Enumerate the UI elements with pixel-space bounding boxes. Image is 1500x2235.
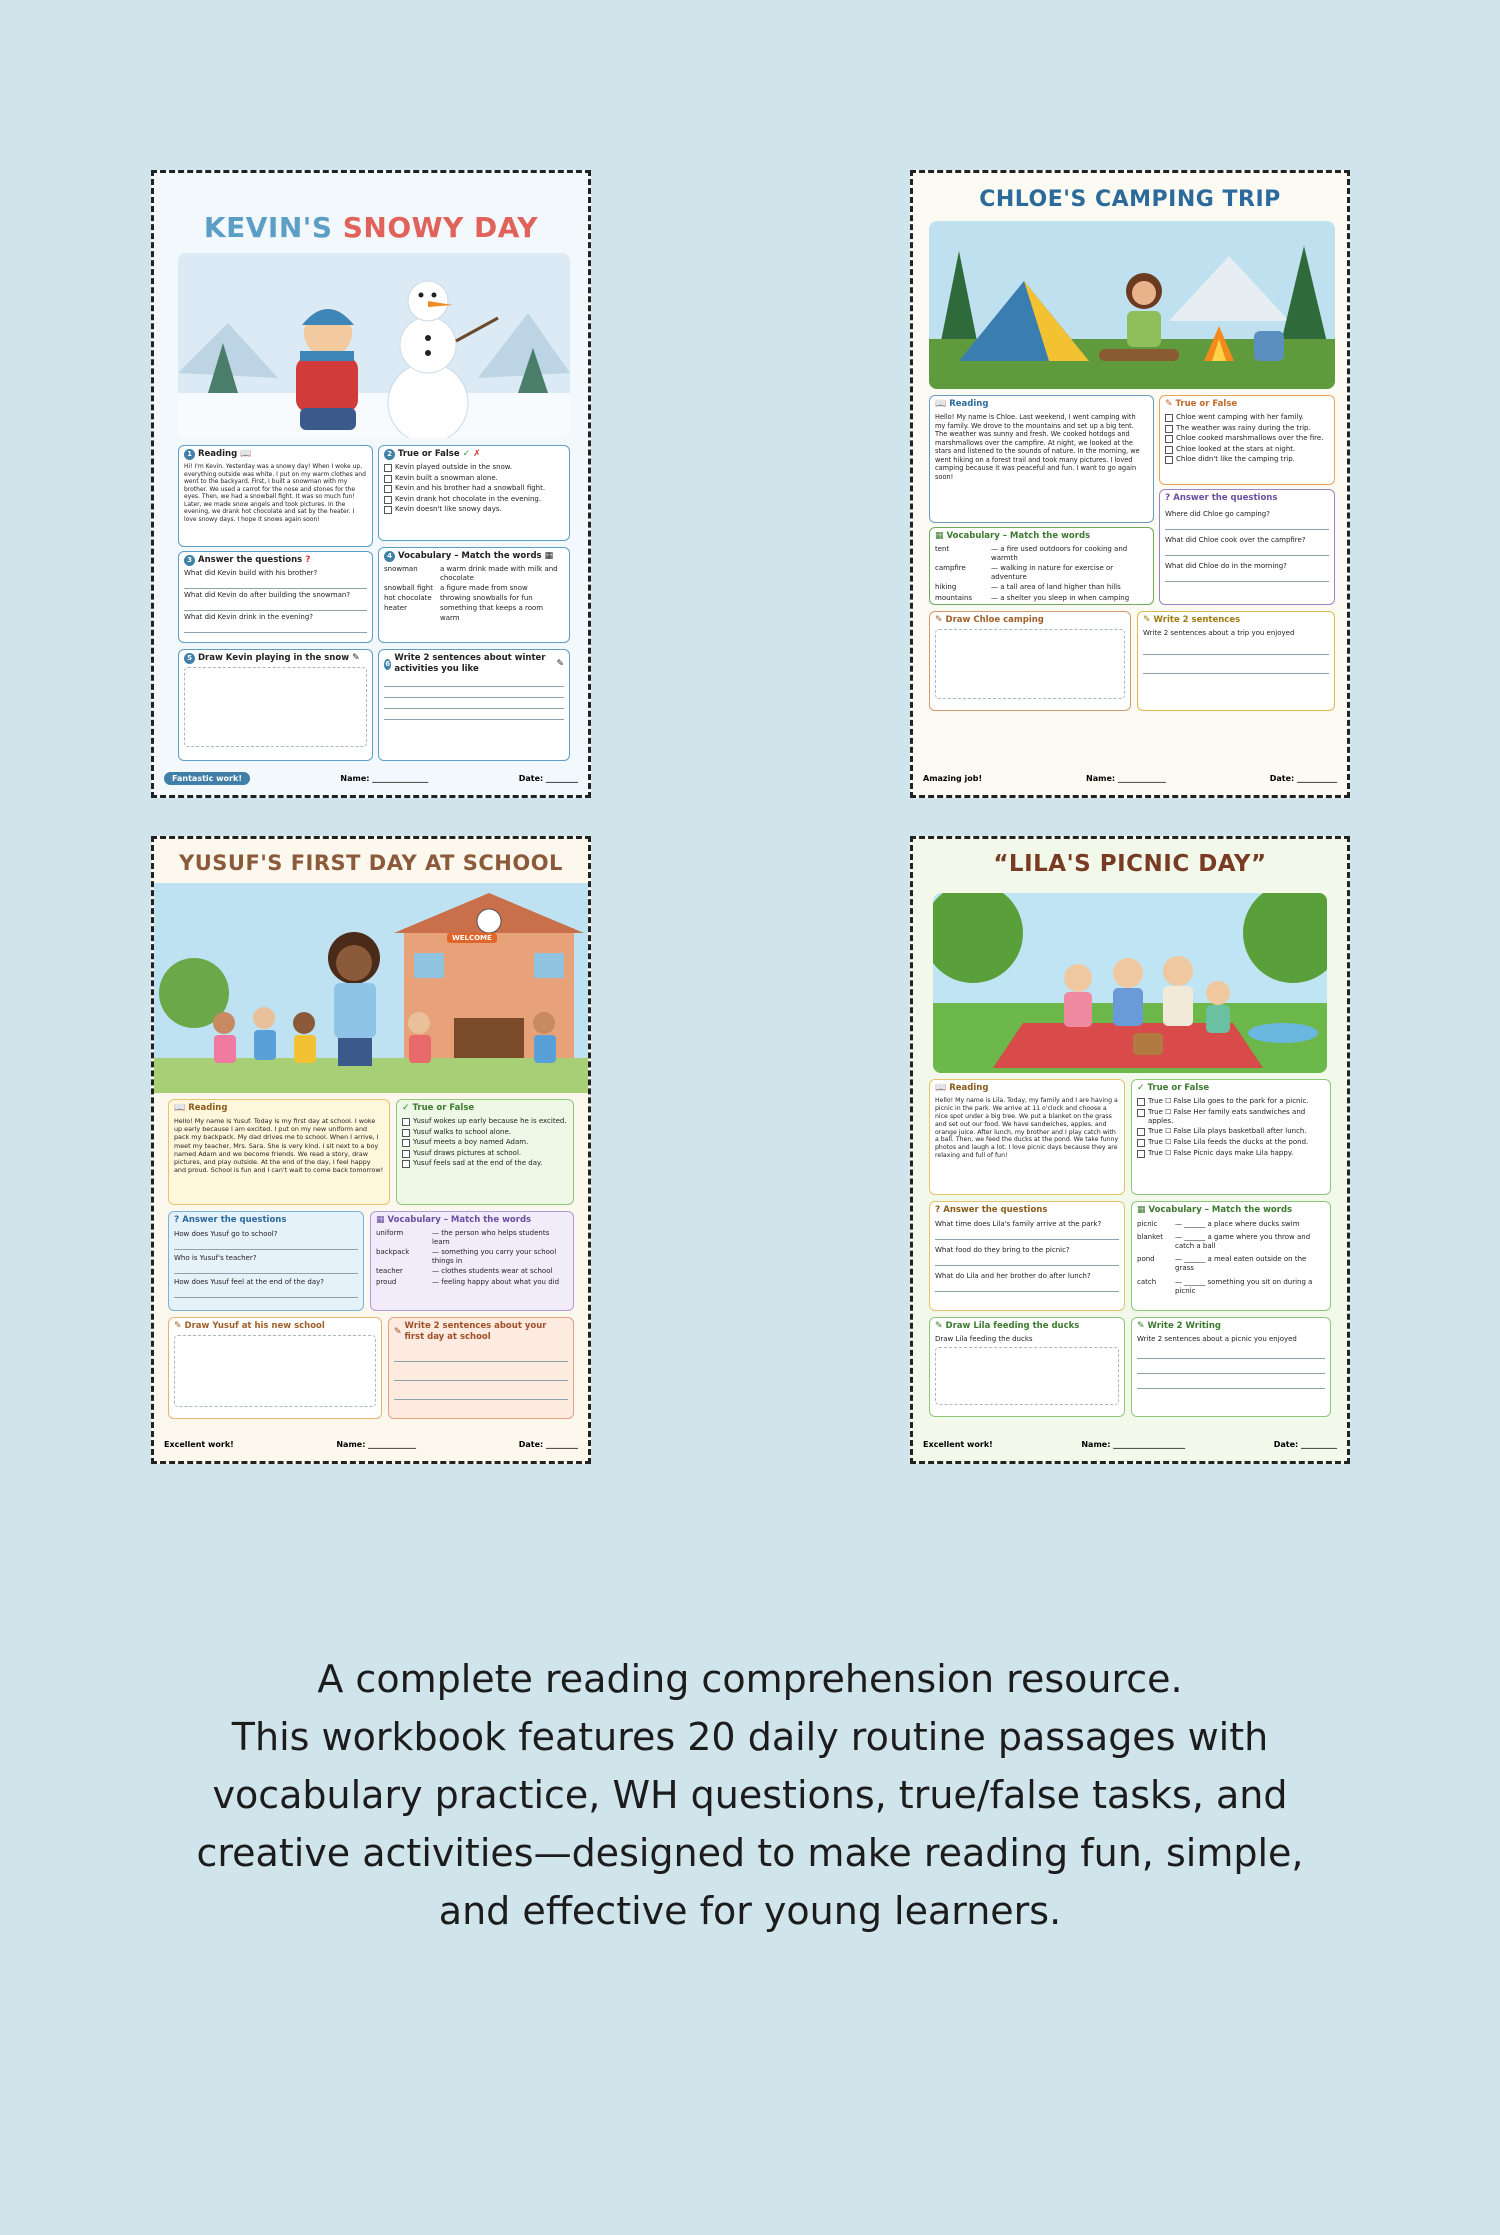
pencil-icon: ✎ [394,1326,402,1337]
write-section: 6 Write 2 sentences about winter activities you like ✎ [378,649,570,761]
write-section: ✎ Write 2 sentences about your first day at school [388,1317,574,1419]
puzzle-icon: ▦ [376,1215,385,1226]
worksheet-lila [910,836,1350,1464]
tf-item[interactable]: Chloe looked at the stars at night. [1165,445,1329,454]
description-line: This workbook features 20 daily routine passages with [231,1715,1269,1759]
answer-line[interactable] [184,580,367,589]
drawing-area[interactable] [174,1335,376,1407]
vocabulary-section: ▦ Vocabulary – Match the words tent — a fire used outdoors for cooking and warmth campfire — walking in nature for exercise or adventure hiking — a tall area of land higher than hills mountains — a shelter you sleep in when camping [929,527,1154,605]
writing-line[interactable] [384,711,564,720]
reading-passage: Hello! My name is Yusuf. Today is my first day at school. I woke up early because I am excited. I put on my new uniform and pack my backpack. My dad drives me to school. When I arrive, I meet my teacher, Mrs. Sara. She is very kind. I sit next to a boy named Adam and we become friends. We read a story, draw pictures, and play outside. At the end of the day, I feel happy and proud. School is fun and I can't wait to come back tomorrow! [174,1117,384,1175]
pencil-icon: ✎ [556,658,564,669]
page-title: KEVIN'S SNOWY DAY [203,211,539,244]
name-field[interactable]: Name: ____________ [336,1439,417,1449]
vocab-row: snowball fight a figure made from snow [384,584,528,593]
questions-section: ? Answer the questions How does Yusuf go to school? Who is Yusuf's teacher? How does Yusuf feel at the end of the day? [168,1211,364,1311]
true-false-section: ✎ True or False Chloe went camping with her family. The weather was rainy during the trip. Chloe cooked marshmallows over the fire. Chloe looked at the stars at night. Chloe didn't like the camping trip. [1159,395,1335,485]
question: How does Yusuf feel at the end of the day? [174,1278,324,1287]
draw-section: ✎ Draw Yusuf at his new school [168,1317,382,1419]
hero-illustration-picnic [933,893,1327,1073]
praise-label: Excellent work! [164,1439,234,1449]
vocab-row: picnic — ______ a place where ducks swim [1137,1220,1300,1229]
pencil-icon: ✎ [935,1321,943,1332]
tf-item[interactable]: True ☐ False Her family eats sandwiches and apples. [1137,1108,1325,1126]
questions-section: ? Answer the questions What time does Lila's family arrive at the park? What food do they bring to the picnic? What do Lila and her brother do after lunch? [929,1201,1125,1311]
date-field[interactable]: Date: ________ [518,1439,578,1449]
welcome-sign: WELCOME [447,933,497,943]
answer-line[interactable] [174,1265,358,1274]
footer [164,1435,578,1453]
description-line: creative activities—designed to make reading fun, simple, [196,1831,1304,1875]
tf-item[interactable]: True ☐ False Lila plays basketball after lunch. [1137,1127,1325,1136]
name-field[interactable]: Name: ____________ [1086,773,1166,783]
name-field[interactable]: Name: ______________ [340,773,429,783]
question: What did Kevin build with his brother? [184,569,318,578]
product-description [100,1650,1400,1940]
question: Who is Yusuf's teacher? [174,1254,257,1263]
pencil-icon: ✎ [1165,399,1173,410]
page-title: YUSUF'S FIRST DAY AT SCHOOL [179,851,563,875]
write-section: ✎ Write 2 sentences Write 2 sentences about a trip you enjoyed [1137,611,1335,711]
reading-section: 1 Reading 📖 Hi! I'm Kevin. Yesterday was a snowy day! When I woke up, everything outside was white. I put on my warm clothes and went to the backyard. First, I built a snowman with my brother. We used a carrot for the nose and stones for the eyes. Then, we had a snowball fight. It was so much fun! Later, we made snow angels and took pictures. In the evening, we drank hot chocolate and sat by the heater. I love snowy days. I hope it snows again soon! [178,445,373,547]
true-false-section: 2 True or False ✓ ✗ Kevin played outside in the snow. Kevin built a snowman alone. Kevin and his brother had a snowball fight. Kevin drank hot chocolate in the evening. Kevin doesn't like snowy days. [378,445,570,541]
vocab-row: backpack — something you carry your school things in [376,1248,557,1266]
tf-item[interactable]: Chloe went camping with her family. [1165,413,1329,422]
tf-item[interactable]: Kevin played outside in the snow. [384,463,564,472]
vocab-row: blanket — ______ a game where you throw and catch a ball [1137,1233,1311,1251]
tf-item[interactable]: Yusuf walks to school alone. [402,1128,568,1137]
question: What did Chloe cook over the campfire? [1165,536,1306,545]
pencil-icon: ✎ [935,615,943,626]
pencil-icon: ✎ [174,1321,182,1332]
book-icon: 📖 [240,449,252,460]
tf-item[interactable]: Chloe cooked marshmallows over the fire. [1165,434,1329,443]
tf-item[interactable]: True ☐ False Picnic days make Lila happy. [1137,1149,1325,1158]
cross-icon: ✗ [473,449,481,460]
questions-section: 3 Answer the questions ? What did Kevin build with his brother? What did Kevin do after building the snowman? What did Kevin drink in the evening? [178,551,373,643]
true-false-section: ✓ True or False True ☐ False Lila goes to the park for a picnic. True ☐ False Her family eats sandwiches and apples. True ☐ False Lila plays basketball after lunch. True ☐ False Lila feeds the ducks at the pond. True ☐ False Picnic days make Lila happy. [1131,1079,1331,1195]
vocabulary-section: ▦ Vocabulary – Match the words picnic — ______ a place where ducks swim blanket — ______ a game where you throw and catch a ball pond — ______ a meal eaten outside on the grass catch — ______ something you sit on during a picnic [1131,1201,1331,1311]
check-icon: ✓ [462,449,471,460]
answer-line[interactable] [1165,547,1329,556]
tf-item[interactable]: Kevin drank hot chocolate in the evening. [384,495,564,504]
footer [164,769,578,787]
writing-line[interactable] [394,1391,568,1400]
tf-item[interactable]: Chloe didn't like the camping trip. [1165,455,1329,464]
question-mark-icon: ? [174,1215,180,1226]
puzzle-icon: ▦ [935,531,944,542]
tf-item[interactable]: Kevin and his brother had a snowball fight. [384,484,564,493]
draw-section: 5 Draw Kevin playing in the snow ✎ [178,649,373,761]
vocab-row: mountains — a shelter you sleep in when camping [935,593,1130,602]
tf-item[interactable]: True ☐ False Lila feeds the ducks at the pond. [1137,1138,1325,1147]
tf-item[interactable]: True ☐ False Lila goes to the park for a picnic. [1137,1097,1325,1106]
true-false-section: ✓ True or False Yusuf wokes up early because he is excited. Yusuf walks to school alone. Yusuf meets a boy named Adam. Yusuf draws pictures at school. Yusuf feels sad at the end of the day. [396,1099,574,1205]
worksheet-chloe [910,170,1350,798]
hero-illustration-snowman [178,253,570,438]
description-line: vocabulary practice, WH questions, true/false tasks, and [212,1773,1288,1817]
write-section: ✎ Write 2 Writing Write 2 sentences about a picnic you enjoyed [1131,1317,1331,1417]
answer-line[interactable] [184,624,367,633]
tf-item[interactable]: Yusuf meets a boy named Adam. [402,1138,568,1147]
tf-item[interactable]: Kevin built a snowman alone. [384,474,564,483]
question: What do Lila and her brother do after lunch? [935,1272,1091,1281]
vocab-row: catch — ______ something you sit on during a picnic [1137,1277,1313,1295]
vocab-row: pond — ______ a meal eaten outside on the grass [1137,1255,1307,1273]
question: What time does Lila's family arrive at the park? [935,1220,1102,1229]
answer-line[interactable] [1165,573,1329,582]
writing-line[interactable] [384,700,564,709]
hero-illustration-camping [929,221,1335,389]
writing-line[interactable] [394,1353,568,1362]
writing-line[interactable] [1137,1365,1325,1374]
question-mark-icon: ? [1165,493,1171,504]
tf-item[interactable]: Kevin doesn't like snowy days. [384,505,564,514]
answer-line[interactable] [174,1289,358,1298]
reading-section: 📖 Reading Hello! My name is Chloe. Last weekend, I went camping with my family. We drove to the mountains and set up a big tent. The weather was sunny and fresh. We cooked hotdogs and marshmallows over the campfire. At night, we looked at the stars and listened to the sounds of nature. In the morning, we went hiking on a forest trail and took many pictures. I loved camping because it was peaceful and fun. I want to go again soon! [929,395,1154,523]
pencil-icon: ✎ [352,653,360,664]
answer-line[interactable] [935,1283,1119,1292]
writing-line[interactable] [1137,1350,1325,1359]
question-mark-icon: ? [935,1205,941,1216]
tf-item[interactable]: Yusuf feels sad at the end of the day. [402,1159,568,1168]
vocab-row: hiking — a tall area of land higher than hills [935,583,1121,592]
question: Where did Chloe go camping? [1165,510,1270,519]
praise-label: Amazing job! [923,773,983,783]
vocabulary-section: ▦ Vocabulary – Match the words uniform — the person who helps students learn backpack — something you carry your school things in teacher — clothes students wear at school proud — feeling happy about what you did [370,1211,574,1311]
writing-line[interactable] [1143,665,1329,674]
footer [923,1435,1337,1453]
answer-line[interactable] [1165,521,1329,530]
praise-badge: Fantastic work! [164,772,250,785]
puzzle-icon: ▦ [544,551,554,562]
question-mark-icon: ? [305,555,311,566]
questions-section: ? Answer the questions Where did Chloe go camping? What did Chloe cook over the campfire? What did Chloe do in the morning? [1159,489,1335,605]
reading-section: 📖 Reading Hello! My name is Yusuf. Today is my first day at school. I woke up early because I am excited. I put on my new uniform and pack my backpack. My dad drives me to school. When I arrive, I meet my teacher, Mrs. Sara. She is very kind. I sit next to a boy named Adam and we become friends. We read a story, draw pictures, and play outside. At the end of the day, I feel happy and proud. School is fun and I can't wait to come back tomorrow! [168,1099,390,1205]
vocab-row: heater something that keeps a room warm [384,604,544,622]
date-field[interactable]: Date: ________ [518,773,578,783]
praise-label: Excellent work! [923,1439,993,1449]
page-title: CHLOE'S CAMPING TRIP [979,187,1281,212]
vocab-row: uniform — the person who helps students learn [376,1229,550,1247]
book-icon: 📖 [935,1083,947,1094]
answer-line[interactable] [174,1241,358,1250]
reading-passage: Hello! My name is Chloe. Last weekend, I went camping with my family. We drove to the mountains and set up a big tent. The weather was sunny and fresh. We cooked hotdogs and marshmallows over the campfire. At night, we looked at the stars and listened to the sounds of nature. In the morning, we went hiking on a forest trail and took many pictures. I loved camping because it was peaceful and fun. I want to go again soon! [935,413,1140,481]
vocabulary-section: 4 Vocabulary – Match the words ▦ snowman a warm drink made with milk and chocolate snowball fight a figure made from snow hot chocolate throwing snowballs for fun heater something that keeps a room warm [378,547,570,643]
description-line: and effective for young learners. [438,1889,1062,1933]
drawing-area[interactable] [184,667,367,747]
draw-section: ✎ Draw Lila feeding the ducks Draw Lila feeding the ducks [929,1317,1125,1417]
answer-line[interactable] [935,1257,1119,1266]
check-icon: ✓ [402,1103,410,1114]
answer-line[interactable] [935,1231,1119,1240]
page-title: “LILA'S PICNIC DAY” [993,851,1267,877]
worksheet-yusuf [151,836,591,1464]
vocab-row: proud — feeling happy about what you did [376,1277,560,1286]
pencil-icon: ✎ [1143,615,1151,626]
reading-passage: Hello! My name is Lila. Today, my family and I are having a picnic in the park. We arrive at 11 o'clock and choose a nice spot under a big tree. We put a blanket on the grass and set out our food. We have sandwiches, apples, and orange juice. After lunch, my brother and I play catch with a ball. Then, we feed the ducks at the pond. We take funny photos and laugh a lot. I love picnic days because they are relaxing and full of fun! [935,1097,1119,1160]
drawing-area[interactable] [935,1347,1119,1405]
pencil-icon: ✎ [1137,1321,1145,1332]
vocab-row: hot chocolate throwing snowballs for fun [384,594,533,603]
tf-item[interactable]: The weather was rainy during the trip. [1165,424,1329,433]
hero-illustration-school [154,883,588,1093]
writing-line[interactable] [1137,1380,1325,1389]
puzzle-icon: ▦ [1137,1205,1146,1216]
question: What did Chloe do in the morning? [1165,562,1287,571]
vocab-row: teacher — clothes students wear at school [376,1267,553,1276]
description-line: A complete reading comprehension resource. [317,1657,1183,1701]
writing-line[interactable] [1143,646,1329,655]
name-field[interactable]: Name: __________________ [1081,1439,1186,1449]
question: How does Yusuf go to school? [174,1230,278,1239]
draw-section: ✎ Draw Chloe camping [929,611,1131,711]
reading-passage: Hi! I'm Kevin. Yesterday was a snowy day! When I woke up, everything outside was white. I put on my warm clothes and went to the backyard. First, I built a snowman with my brother. We used a carrot for the nose and stones for the eyes. Then, we had a snowball fight. It was so much fun! Later, we made snow angels and took pictures. In the evening, we drank hot chocolate and sat by the heater. I love snowy days. I hope it snows again soon! [184,463,366,523]
tf-item[interactable]: Yusuf wokes up early because he is excited. [402,1117,568,1126]
writing-line[interactable] [394,1372,568,1381]
worksheet-kevin [151,170,591,798]
writing-line[interactable] [384,689,564,698]
reading-section: 📖 Reading Hello! My name is Lila. Today, my family and I are having a picnic in the park. We arrive at 11 o'clock and choose a nice spot under a big tree. We put a blanket on the grass and set out our food. We have sandwiches, apples, and orange juice. After lunch, my brother and I play catch with a ball. Then, we feed the ducks at the pond. We take funny photos and laugh a lot. I love picnic days because they are relaxing and full of fun! [929,1079,1125,1195]
question: What did Kevin do after building the snowman? [184,591,351,600]
date-field[interactable]: Date: __________ [1269,773,1337,783]
footer [923,769,1337,787]
vocab-row: snowman a warm drink made with milk and chocolate [384,565,558,583]
answer-line[interactable] [184,602,367,611]
check-icon: ✓ [1137,1083,1145,1094]
question: What food do they bring to the picnic? [935,1246,1070,1255]
date-field[interactable]: Date: _________ [1273,1439,1337,1449]
drawing-area[interactable] [935,629,1125,699]
tf-item[interactable]: Yusuf draws pictures at school. [402,1149,568,1158]
book-icon: 📖 [174,1103,186,1114]
vocab-row: tent — a fire used outdoors for cooking and warmth [935,545,1128,563]
book-icon: 📖 [935,399,947,410]
writing-line[interactable] [384,678,564,687]
vocab-row: campfire — walking in nature for exercise or adventure [935,564,1114,582]
question: What did Kevin drink in the evening? [184,613,314,622]
